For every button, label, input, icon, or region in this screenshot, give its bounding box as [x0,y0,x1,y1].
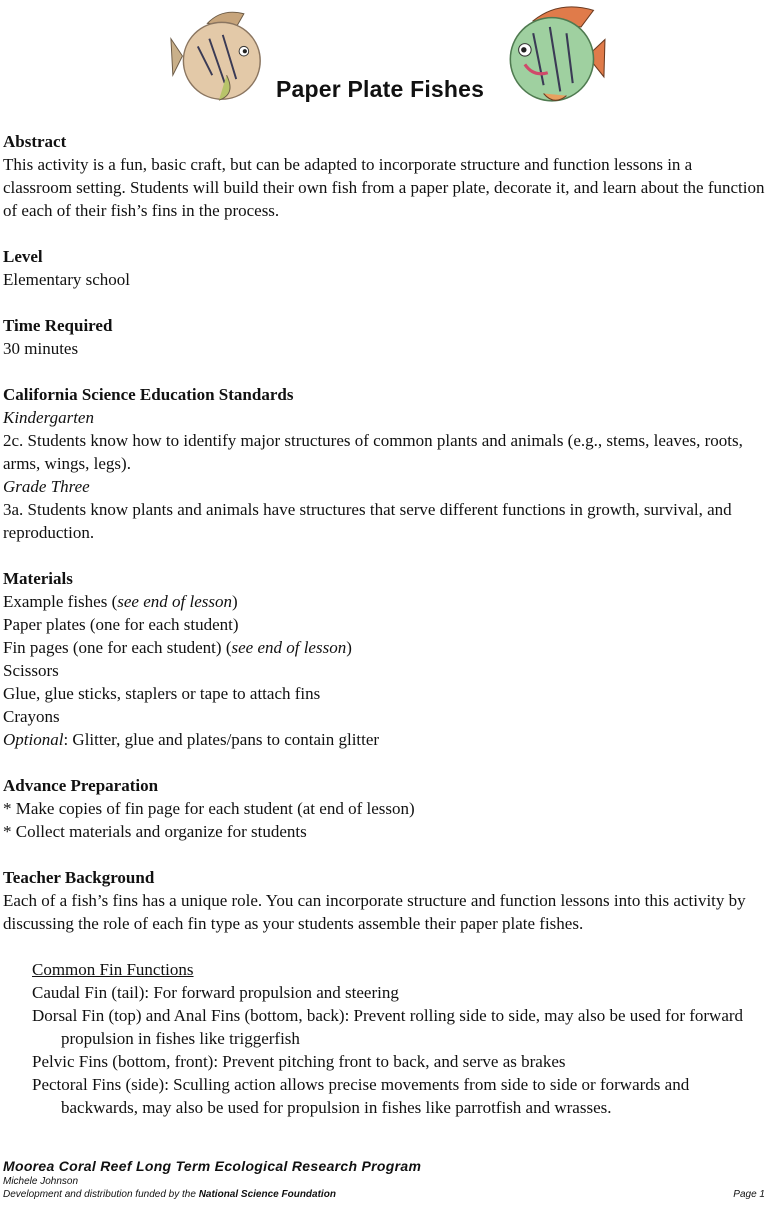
standards-grade-three-text: 3a. Students know plants and animals have structures that serve different functions in growth, survival, and reproduction. [3,500,732,542]
time-heading: Time Required [3,316,113,335]
document-body [3,130,765,1142]
materials-item: Scissors [3,661,59,680]
materials-item-text: ) [231,592,238,611]
fin-functions-section [3,958,765,1119]
abstract-text: This activity is a fun, basic craft, but can be adapted to incorporate structure and function lessons in a classroom setting. Students will build their own fish from a paper plate, decorate it, and learn about the function of each of their fish’s fins in the process. [3,155,765,220]
fin-function-item: Caudal Fin (tail): For forward propulsion and steering [32,983,399,1002]
page-title: Paper Plate Fishes [276,76,485,102]
preparation-item: * Collect materials and organize for students [3,822,307,841]
materials-item [3,728,765,751]
materials-item: Paper plates (one for each student) [3,615,239,634]
footer-organization: Moorea Coral Reef Long Term Ecological Research Program [3,1158,422,1174]
fin-functions-heading: Common Fin Functions [32,960,194,979]
fin-function-item: Pectoral Fins (side): Sculling action allows precise movements from side to side or forwards and backwards, may also be used for propulsion in fishes like parrotfish and wrasses. [32,1075,690,1117]
paper-plate-fish-right-image [500,2,608,106]
standards-heading: California Science Education Standards [3,385,294,404]
materials-item-note: Optional [3,730,64,749]
materials-item [3,636,765,659]
time-section [3,314,765,360]
materials-item-text: Fin pages (one for each student) ( [3,638,232,657]
materials-section [3,567,765,751]
materials-item-text: Example fishes ( [3,592,118,611]
footer-author: Michele Johnson [3,1176,79,1187]
standards-kindergarten-label: Kindergarten [3,408,94,427]
abstract-section [3,130,765,222]
level-heading: Level [3,247,43,266]
standards-grade-three-label: Grade Three [3,477,90,496]
standards-kindergarten-text: 2c. Students know how to identify major structures of common plants and animals (e.g., stems, leaves, roots, arms, wings, legs). [3,431,743,473]
materials-item: Crayons [3,707,60,726]
standards-section [3,383,765,544]
level-section [3,245,765,291]
background-heading: Teacher Background [3,868,155,887]
materials-item-text: ) [346,638,352,657]
footer-funding-text: Development and distribution funded by the [3,1189,199,1200]
preparation-heading: Advance Preparation [3,776,159,795]
fin-function-item: Dorsal Fin (top) and Anal Fins (bottom, back): Prevent rolling side to side, may also be used for forward propulsion in fishes like triggerfish [32,1006,744,1048]
level-value: Elementary school [3,270,130,289]
background-section [3,866,765,935]
preparation-item: * Make copies of fin page for each student (at end of lesson) [3,799,415,818]
time-value: 30 minutes [3,339,79,358]
page-number: Page 1 [733,1189,765,1200]
materials-item-text: : Glitter, glue and plates/pans to contain glitter [63,730,380,749]
footer-funding-line [3,1188,765,1201]
fin-function-item: Pelvic Fins (bottom, front): Prevent pitching front to back, and serve as brakes [32,1052,566,1071]
footer-funding-org: National Science Foundation [198,1189,336,1200]
paper-plate-fish-left-image [168,8,266,104]
materials-item: Glue, glue sticks, staplers or tape to attach fins [3,684,321,703]
abstract-heading: Abstract [3,132,67,151]
materials-item-note: see end of lesson [117,592,232,611]
preparation-section [3,774,765,843]
page-footer [3,1157,765,1201]
materials-item-note: see end of lesson [231,638,347,657]
background-text: Each of a fish’s fins has a unique role. You can incorporate structure and function lessons into this activity by discussing the role of each fin type as your students assemble their paper plate fishes. [3,891,746,933]
materials-item [3,590,765,613]
materials-heading: Materials [3,569,73,588]
